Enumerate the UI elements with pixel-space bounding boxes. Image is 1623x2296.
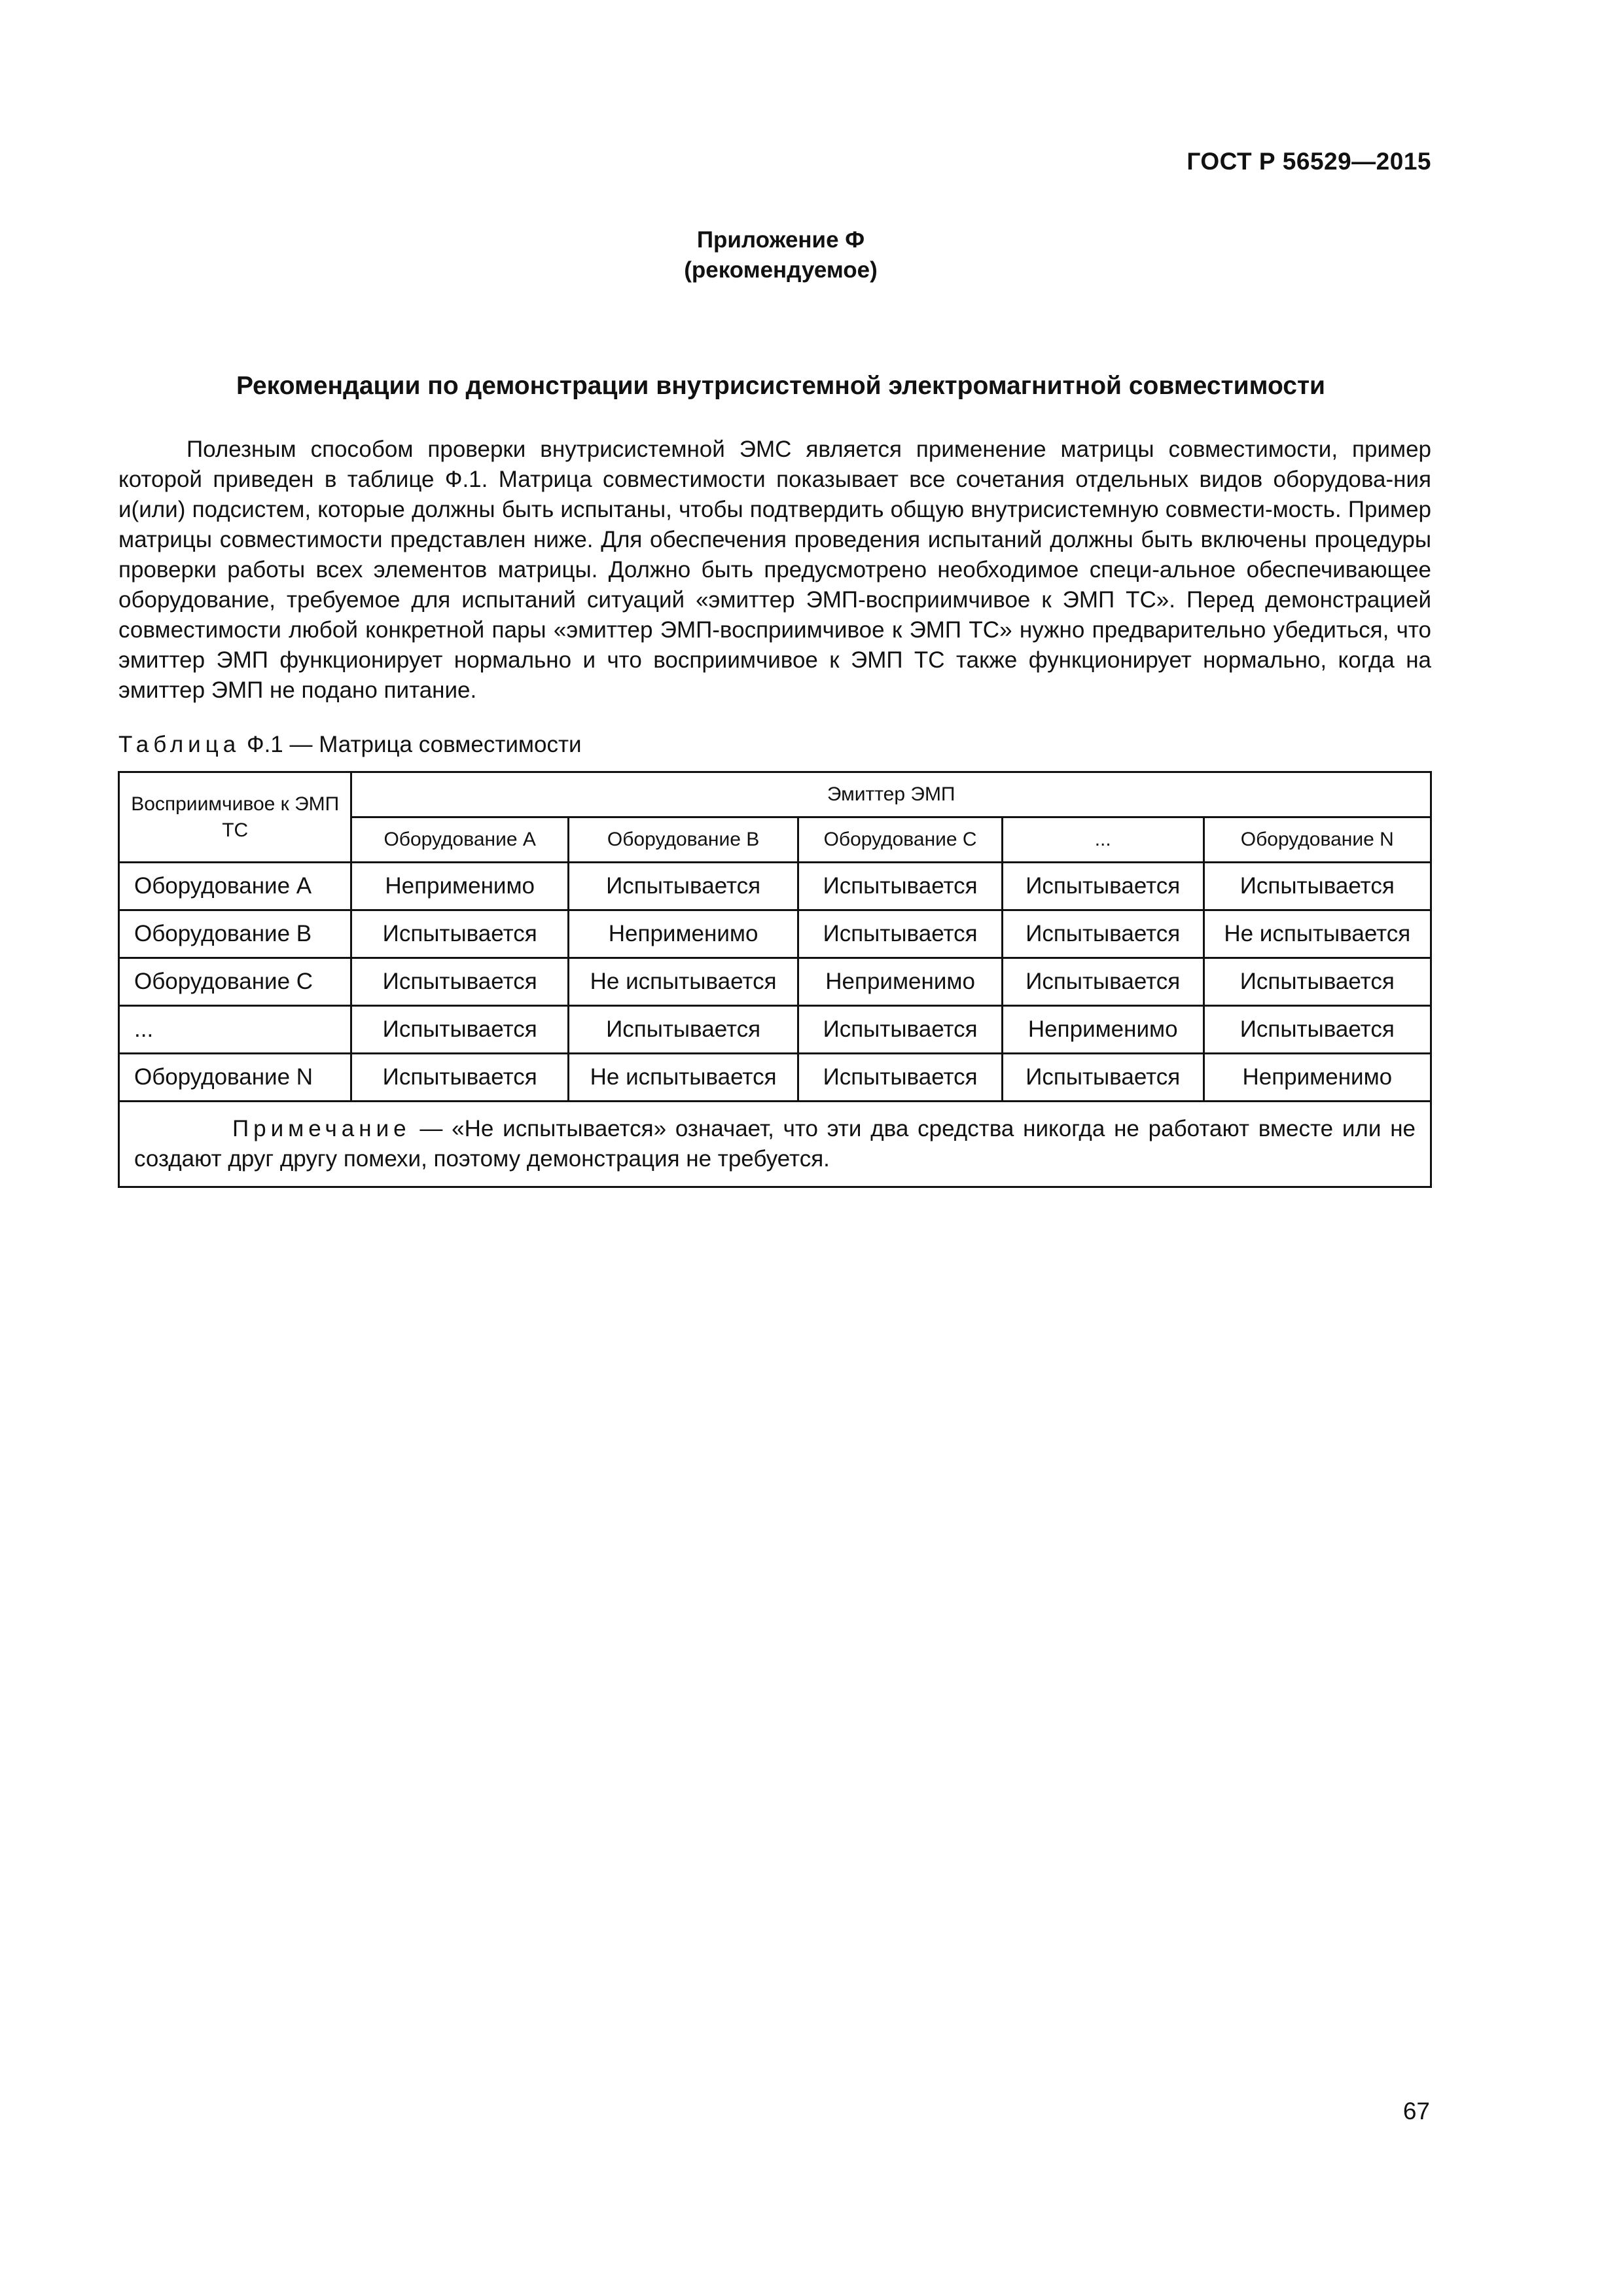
table-cell: Испытывается [1204, 1006, 1431, 1054]
table-cell: Испытывается [1204, 863, 1431, 910]
table-cell: Испытывается [798, 910, 1003, 958]
compatibility-matrix-table [118, 771, 1432, 1188]
corner-header: Восприимчивое к ЭМП ТС [119, 772, 351, 863]
table-cell: Неприменимо [1204, 1054, 1431, 1102]
table-row [119, 1054, 1431, 1102]
column-header: ... [1002, 817, 1204, 863]
table-cell: Не испытывается [1204, 910, 1431, 958]
row-header: Оборудование А [119, 863, 351, 910]
table-cell: Испытывается [798, 1006, 1003, 1054]
table-note-row [119, 1102, 1431, 1187]
body-paragraph: Полезным способом проверки внутрисистемной ЭМС является применение матрицы совместимости, пример которой приведен в таблице Ф.1. Матрица совместимости показывает все сочетания отдельных видов оборудова-ния и(или) подсистем, которые должны быть испытаны, чтобы подтвердить общую внутрисистемную совмести-мость. Пример матрицы совместимости представлен ниже. Для обеспечения проведения испытаний должны быть включены процедуры проверки работы всех элементов матрицы. Должно быть предусмотрено необходимое специ-альное обеспечивающее оборудование, требуемое для испытаний ситуаций «эмиттер ЭМП-восприимчивое к ЭМП ТС». Перед демонстрацией совместимости любой конкретной пары «эмиттер ЭМП-восприимчивое к ЭМП ТС» нужно предварительно убедиться, что эмиттер ЭМП функционирует нормально и что восприимчивое к ЭМП ТС также функционирует нормально, когда на эмиттер ЭМП не подано питание. [118, 437, 1431, 703]
table-header-row [119, 772, 1431, 817]
appendix-status: (рекомендуемое) [684, 257, 878, 283]
table-caption-label: Таблица [118, 732, 241, 757]
table-cell: Испытывается [568, 1006, 798, 1054]
table-cell: Не испытывается [568, 958, 798, 1006]
table-cell: Испытывается [351, 910, 569, 958]
table-cell: Не испытывается [568, 1054, 798, 1102]
table-row [119, 1006, 1431, 1054]
table-row [119, 958, 1431, 1006]
row-header: Оборудование С [119, 958, 351, 1006]
column-header: Оборудование N [1204, 817, 1431, 863]
table-cell: Испытывается [1002, 1054, 1204, 1102]
table-caption-text: Ф.1 — Матрица совместимости [246, 732, 582, 757]
table-cell: Испытывается [351, 1054, 569, 1102]
appendix-title: Приложение Ф [696, 227, 865, 253]
appendix-heading [0, 225, 1561, 285]
table-cell: Неприменимо [798, 958, 1003, 1006]
group-header: Эмиттер ЭМП [351, 772, 1431, 817]
table-caption [118, 732, 582, 758]
table-cell: Испытывается [351, 958, 569, 1006]
table-cell: Испытывается [1002, 910, 1204, 958]
table-cell: Испытывается [1002, 958, 1204, 1006]
table-cell: Испытывается [1204, 958, 1431, 1006]
column-header: Оборудование А [351, 817, 569, 863]
note-label: Примечание [232, 1116, 411, 1141]
section-title: Рекомендации по демонстрации внутрисистемной электромагнитной совместимости [236, 372, 1326, 400]
table-row [119, 910, 1431, 958]
document-code: ГОСТ Р 56529—2015 [1186, 148, 1431, 175]
table-cell: Неприменимо [568, 910, 798, 958]
table-cell: Неприменимо [351, 863, 569, 910]
page-number: 67 [1402, 2098, 1430, 2125]
table-cell: Испытывается [798, 1054, 1003, 1102]
column-header: Оборудование В [568, 817, 798, 863]
table-cell: Испытывается [1002, 863, 1204, 910]
row-header: Оборудование N [119, 1054, 351, 1102]
table-note [119, 1102, 1431, 1187]
row-header: Оборудование В [119, 910, 351, 958]
note-text: — «Не испытывается» означает, что эти два средства никогда не работают вместе или не создают друг другу помехи, поэтому демонстрация не требуется. [134, 1116, 1416, 1172]
table-cell: Испытывается [351, 1006, 569, 1054]
table-cell: Неприменимо [1002, 1006, 1204, 1054]
column-header: Оборудование С [798, 817, 1003, 863]
table-cell: Испытывается [798, 863, 1003, 910]
row-header: ... [119, 1006, 351, 1054]
table-cell: Испытывается [568, 863, 798, 910]
table-row [119, 863, 1431, 910]
